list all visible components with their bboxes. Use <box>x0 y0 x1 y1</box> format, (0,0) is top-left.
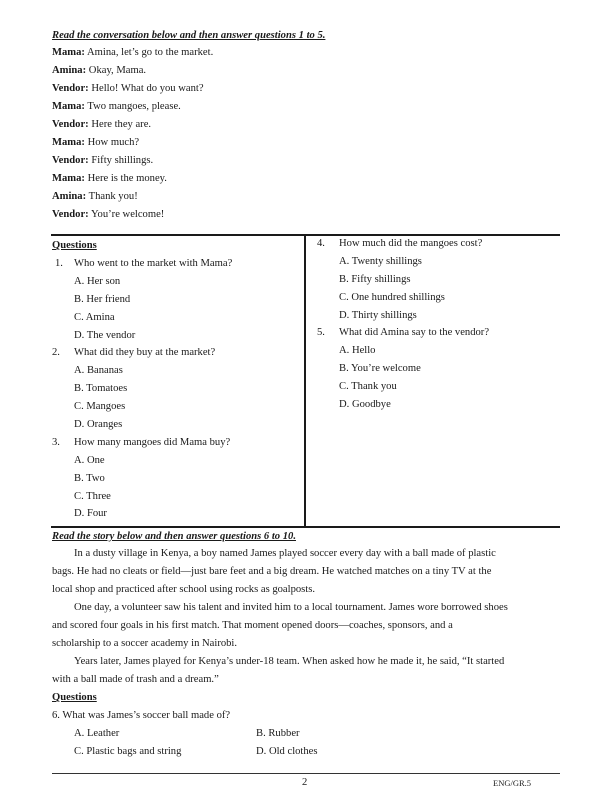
dialogue-line <box>52 209 164 220</box>
answer-option[interactable]: D. Old clothes <box>256 746 318 757</box>
speaker: Vendor: <box>52 209 89 220</box>
speaker: Vendor: <box>52 119 89 130</box>
story-line: In a dusty village in Kenya, a boy named James played soccer every day with a ball made of plastic <box>74 548 496 559</box>
utterance: Okay, Mama. <box>86 65 147 76</box>
answer-option[interactable]: D. Four <box>74 508 107 519</box>
speaker: Mama: <box>52 137 85 148</box>
utterance: Thank you! <box>86 191 138 202</box>
question-number: 6. <box>52 710 60 721</box>
section2-heading: Read the story below and then answer questions 6 to 10. <box>52 531 296 542</box>
utterance: Hello! What do you want? <box>88 83 204 94</box>
answer-option[interactable]: D. Oranges <box>74 419 123 430</box>
footer-rule <box>52 773 560 774</box>
answer-option[interactable]: C. Mangoes <box>74 401 126 412</box>
question-text: What was James’s soccer ball made of? <box>62 710 231 721</box>
table-bottom-border <box>51 526 560 528</box>
dialogue-line <box>52 65 146 76</box>
answer-option[interactable]: D. Goodbye <box>339 399 391 410</box>
speaker: Amina: <box>52 65 87 76</box>
story-line: bags. He had no cleats or field—just bare feet and a big dream. He watched matches on a tiny TV at the <box>52 566 492 577</box>
answer-option[interactable]: A. Twenty shillings <box>339 256 422 267</box>
dialogue-line <box>52 101 181 112</box>
table-column-divider <box>304 234 306 527</box>
story-line: Years later, James played for Kenya’s under-18 team. When asked how he made it, he said, “It started <box>74 656 505 667</box>
utterance: You’re welcome! <box>88 209 165 220</box>
utterance: Here they are. <box>88 119 152 130</box>
question-text: Who went to the market with Mama? <box>74 258 233 269</box>
question-text: How many mangoes did Mama buy? <box>74 437 231 448</box>
question-number: 2. <box>52 347 60 358</box>
answer-option[interactable]: A. Her son <box>74 276 121 287</box>
answer-option[interactable]: D. The vendor <box>74 330 136 341</box>
answer-option[interactable]: B. Tomatoes <box>74 383 128 394</box>
speaker: Vendor: <box>52 83 89 94</box>
utterance: Here is the money. <box>84 173 167 184</box>
story-line: with a ball made of trash and a dream.” <box>52 674 219 685</box>
answer-option[interactable]: C. Plastic bags and string <box>74 746 182 757</box>
exam-code: ENG/GR.5 <box>493 778 532 788</box>
answer-option[interactable]: A. Bananas <box>74 365 123 376</box>
questions-heading: Questions <box>52 240 97 251</box>
dialogue-line <box>52 173 167 184</box>
utterance: Amina, let’s go to the market. <box>84 47 214 58</box>
answer-option[interactable]: A. Leather <box>74 728 120 739</box>
question-number: 5. <box>317 327 325 338</box>
answer-option[interactable]: C. Amina <box>74 312 115 323</box>
question-text: What did they buy at the market? <box>74 347 216 358</box>
question-text: How much did the mangoes cost? <box>339 238 483 249</box>
story-line: One day, a volunteer saw his talent and invited him to a local tournament. James wore borrowed shoes <box>74 602 508 613</box>
utterance: Fifty shillings. <box>88 155 154 166</box>
question-number: 1. <box>55 258 63 269</box>
page-number: 2 <box>302 777 308 788</box>
dialogue-line <box>52 155 153 166</box>
story-line: local shop and practiced after school using rocks as goalposts. <box>52 584 316 595</box>
answer-option[interactable]: C. Thank you <box>339 381 397 392</box>
utterance: How much? <box>84 137 140 148</box>
section1-heading: Read the conversation below and then answer questions 1 to 5. <box>52 30 326 41</box>
answer-option[interactable]: C. One hundred shillings <box>339 292 445 303</box>
dialogue-line <box>52 47 213 58</box>
dialogue-line <box>52 191 138 202</box>
speaker: Mama: <box>52 173 85 184</box>
question-6 <box>52 710 230 721</box>
story-line: and scored four goals in his first match. That moment opened doors—coaches, sponsors, and a <box>52 620 453 631</box>
dialogue-line <box>52 119 151 130</box>
story-line: scholarship to a soccer academy in Nairobi. <box>52 638 238 649</box>
answer-option[interactable]: B. Fifty shillings <box>339 274 411 285</box>
question-number: 3. <box>52 437 60 448</box>
questions-heading: Questions <box>52 692 97 703</box>
question-text: What did Amina say to the vendor? <box>339 327 490 338</box>
dialogue-line <box>52 137 139 148</box>
answer-option[interactable]: D. Thirty shillings <box>339 310 417 321</box>
answer-option[interactable]: B. Rubber <box>256 728 300 739</box>
answer-option[interactable]: B. Her friend <box>74 294 131 305</box>
speaker: Mama: <box>52 47 85 58</box>
dialogue-line <box>52 83 204 94</box>
answer-option[interactable]: B. Two <box>74 473 105 484</box>
speaker: Vendor: <box>52 155 89 166</box>
speaker: Amina: <box>52 191 87 202</box>
speaker: Mama: <box>52 101 85 112</box>
utterance: Two mangoes, please. <box>84 101 181 112</box>
answer-option[interactable]: B. You’re welcome <box>339 363 421 374</box>
answer-option[interactable]: A. Hello <box>339 345 376 356</box>
question-number: 4. <box>317 238 325 249</box>
answer-option[interactable]: A. One <box>74 455 105 466</box>
answer-option[interactable]: C. Three <box>74 491 111 502</box>
